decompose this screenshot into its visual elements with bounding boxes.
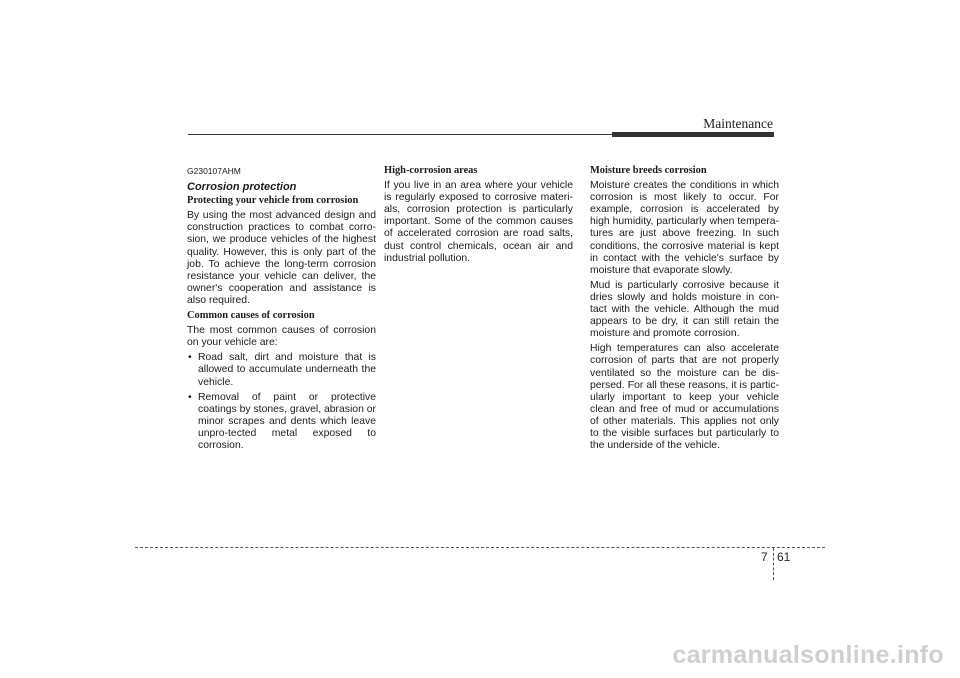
subheading-high-corrosion: High-corrosion areas bbox=[384, 165, 478, 176]
page-header-title: Maintenance bbox=[703, 116, 773, 131]
paragraph: Moisture creates the conditions in which corrosion is most likely to occur. For example, corrosion is accelerated by high humidity, particularly when tempera-tures are just above freezing. In such conditions, the corrosive material is kept in contact with the vehicle's surface by moisture that evaporate slowly. bbox=[590, 180, 779, 276]
section-code: G230107AHM bbox=[187, 166, 241, 176]
paragraph: High temperatures can also accelerate corrosion of parts that are not properly ventilated so the moisture can be dis-persed. For all these reasons, it is partic-ularly important to keep your vehicle clean and free of mud or accumulations of other materials. This applies not only to the visible surfaces but particularly to the underside of the vehicle. bbox=[590, 343, 779, 452]
paragraph: Mud is particularly corrosive because it dries slowly and holds moisture in con-tact with the vehicle. Although the mud appears to be dry, it can still retain the moisture and promote corrosion. bbox=[590, 279, 779, 340]
bullet-list bbox=[187, 352, 376, 452]
column-2 bbox=[384, 165, 573, 268]
watermark: carmanualsonline.info bbox=[672, 641, 944, 669]
bullet-item: • Removal of paint or protective coatings by stones, gravel, abrasion or minor scrapes and dents which leave unpro-tected metal exposed to corrosion. bbox=[187, 392, 376, 452]
column-1 bbox=[187, 165, 376, 455]
page-number: 61 bbox=[777, 550, 791, 564]
subheading-common-causes: Common causes of corrosion bbox=[187, 310, 315, 322]
paragraph: The most common causes of corrosion on your vehicle are: bbox=[187, 325, 376, 349]
paragraph: If you live in an area where your vehicle is regularly exposed to corrosive materi-als, corrosion protection is particularly important. Some of the common causes of accelerated corrosion are road salts, dust control chemicals, ocean air and industrial pollution. bbox=[384, 180, 573, 264]
paragraph: By using the most advanced design and construction practices to combat corro-sion, we produce vehicles of the highest quality. However, this is only part of the job. To achieve the long-term corrosion resistance your vehicle can deliver, the owner's cooperation and assistance is also required. bbox=[187, 210, 376, 306]
header-rule-accent bbox=[612, 132, 774, 137]
section-title: Corrosion protection bbox=[187, 181, 297, 194]
chapter-number: 7 bbox=[761, 550, 768, 564]
footer-divider bbox=[773, 548, 774, 580]
subheading-protecting: Protecting your vehicle from corrosion bbox=[187, 195, 359, 207]
footer-rule bbox=[135, 547, 825, 548]
column-3 bbox=[590, 165, 779, 455]
bullet-item: • Road salt, dirt and moisture that is allowed to accumulate underneath the vehicle. bbox=[187, 352, 376, 388]
subheading-moisture: Moisture breeds corrosion bbox=[590, 165, 707, 176]
